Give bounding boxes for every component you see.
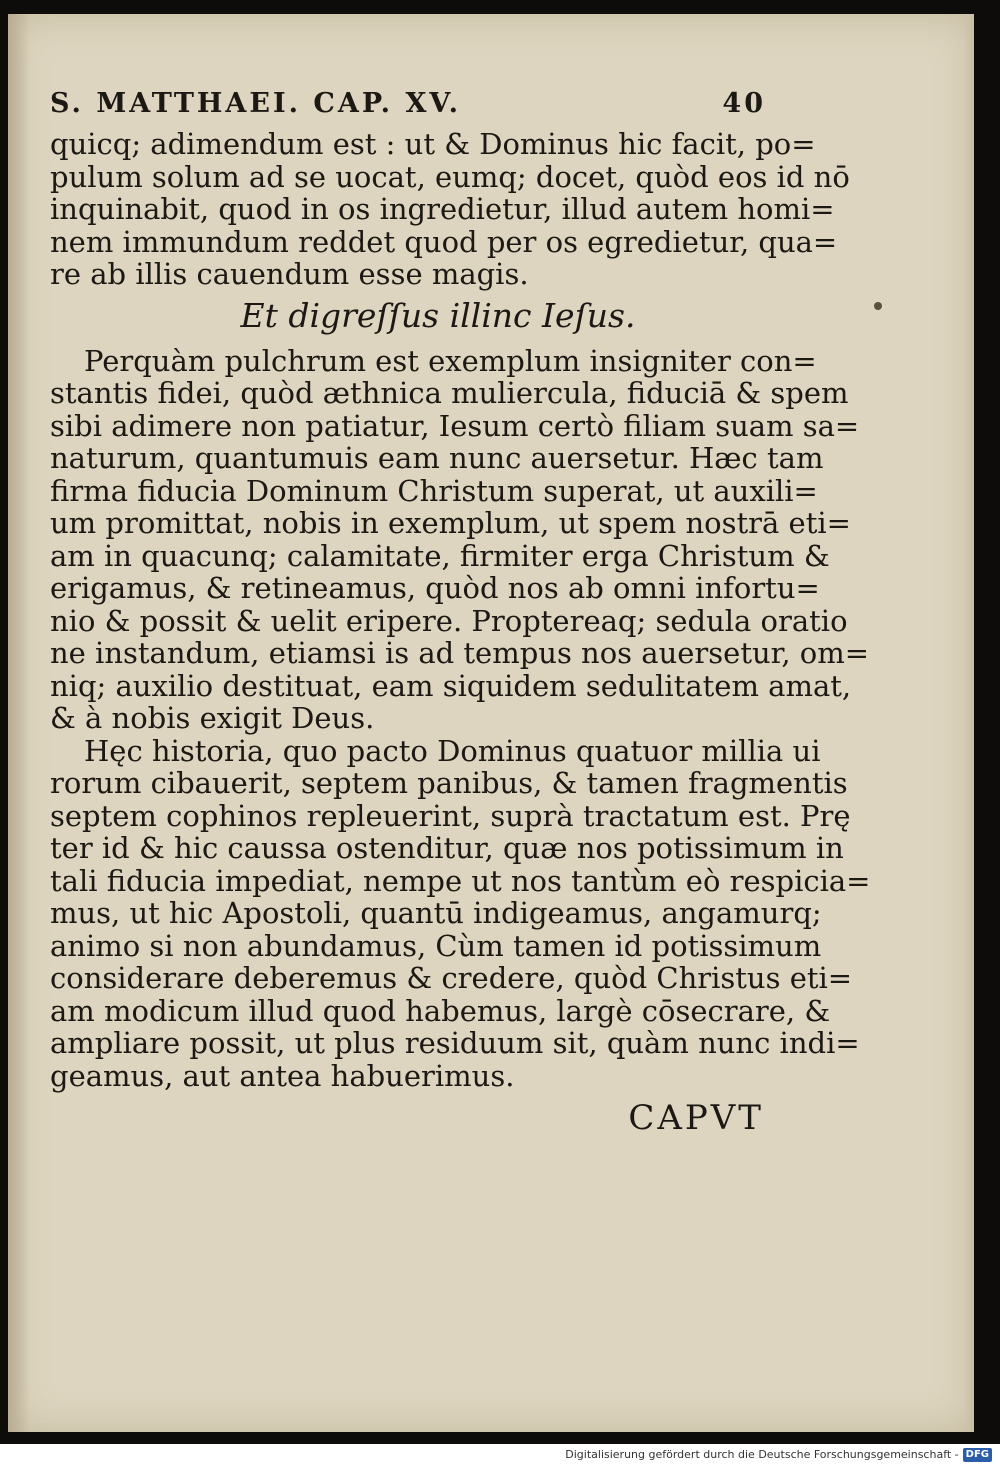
section-heading: Et digreſſus illinc Ieſus. — [240, 295, 636, 335]
text-line: firma fiducia Dominum Christum superat, ut auxili= — [50, 473, 818, 508]
text-line: quicq; adimendum est : ut & Dominus hic facit, po= — [50, 127, 816, 161]
text-line: Perquàm pulchrum est exemplum insigniter con= — [84, 343, 817, 378]
text-line: nem immundum reddet quod per os egredietur, qua= — [50, 224, 838, 259]
text-line: naturum, quantumuis eam nunc auersetur. Hæc tam — [50, 441, 824, 475]
text-line: rorum cibauerit, septem panibus, & tamen fragmentis — [50, 766, 848, 800]
book-page — [8, 14, 974, 1432]
text-line: stantis fidei, quòd æthnica muliercula, fiduciā & spem — [50, 376, 849, 410]
text-line: ampliare possit, ut plus residuum sit, quàm nunc indi= — [50, 1026, 860, 1060]
dfg-logo: DFG — [963, 1448, 992, 1462]
text-line: inquinabit, quod in os ingredietur, illud autem homi= — [50, 192, 835, 226]
text-line: mus, ut hic Apostoli, quantū indigeamus, angamurq; — [50, 896, 822, 930]
text-line: & à nobis exigit Deus. — [50, 701, 375, 735]
text-line: ne instandum, etiamsi is ad tempus nos auersetur, om= — [50, 636, 870, 670]
paragraph-2 — [50, 343, 870, 735]
text-line: um promittat, nobis in exemplum, ut spem nostrā eti= — [50, 506, 851, 540]
text-line: am modicum illud quod habemus, largè cōsecrare, & — [50, 993, 831, 1028]
paragraph-1 — [50, 127, 850, 291]
digitization-credit-bar — [0, 1444, 1000, 1465]
catchword: CAPVT — [628, 1098, 764, 1138]
text-block — [50, 88, 871, 1138]
page-gutter-shadow — [8, 14, 30, 1432]
credit-text: Digitalisierung gefördert durch die Deutsche Forschungsgemeinschaft - — [565, 1448, 959, 1461]
text-line: pulum solum ad se uocat, eumq; docet, quòd eos id nō — [50, 159, 850, 194]
text-line: tali fiducia impediat, nempe ut nos tantùm eò respicia= — [50, 863, 871, 898]
text-line: septem cophinos repleuerint, suprà tractatum est. Prę — [50, 798, 851, 833]
running-head — [50, 88, 766, 128]
ink-spot — [874, 302, 882, 310]
text-line: niq; auxilio destituat, eam siquidem sedulitatem amat, — [50, 668, 852, 703]
page-edge-shadow — [964, 14, 974, 1432]
text-line: animo si non abundamus, Cùm tamen id potissimum — [50, 928, 822, 963]
text-line: Hęc historia, quo pacto Dominus quatuor millia ui — [84, 733, 821, 768]
text-line: considerare deberemus & credere, quòd Christus eti= — [50, 961, 853, 995]
text-line: am in quacunq; calamitate, firmiter erga Christum & — [50, 538, 830, 573]
text-line: re ab illis cauendum esse magis. — [50, 257, 529, 291]
text-line: nio & possit & uelit eripere. Proptereaq; sedula oratio — [50, 603, 848, 638]
paragraph-3 — [50, 733, 871, 1093]
text-line: geamus, aut antea habuerimus. — [50, 1058, 515, 1093]
folio-number: 40 — [722, 88, 766, 119]
running-head-title: S. MATTHAEI. CAP. XV. — [50, 88, 462, 119]
text-line: erigamus, & retineamus, quòd nos ab omni infortu= — [50, 571, 820, 605]
text-line: sibi adimere non patiatur, Iesum certò filiam suam sa= — [50, 408, 860, 443]
text-line: ter id & hic caussa ostenditur, quæ nos potissimum in — [50, 831, 844, 865]
